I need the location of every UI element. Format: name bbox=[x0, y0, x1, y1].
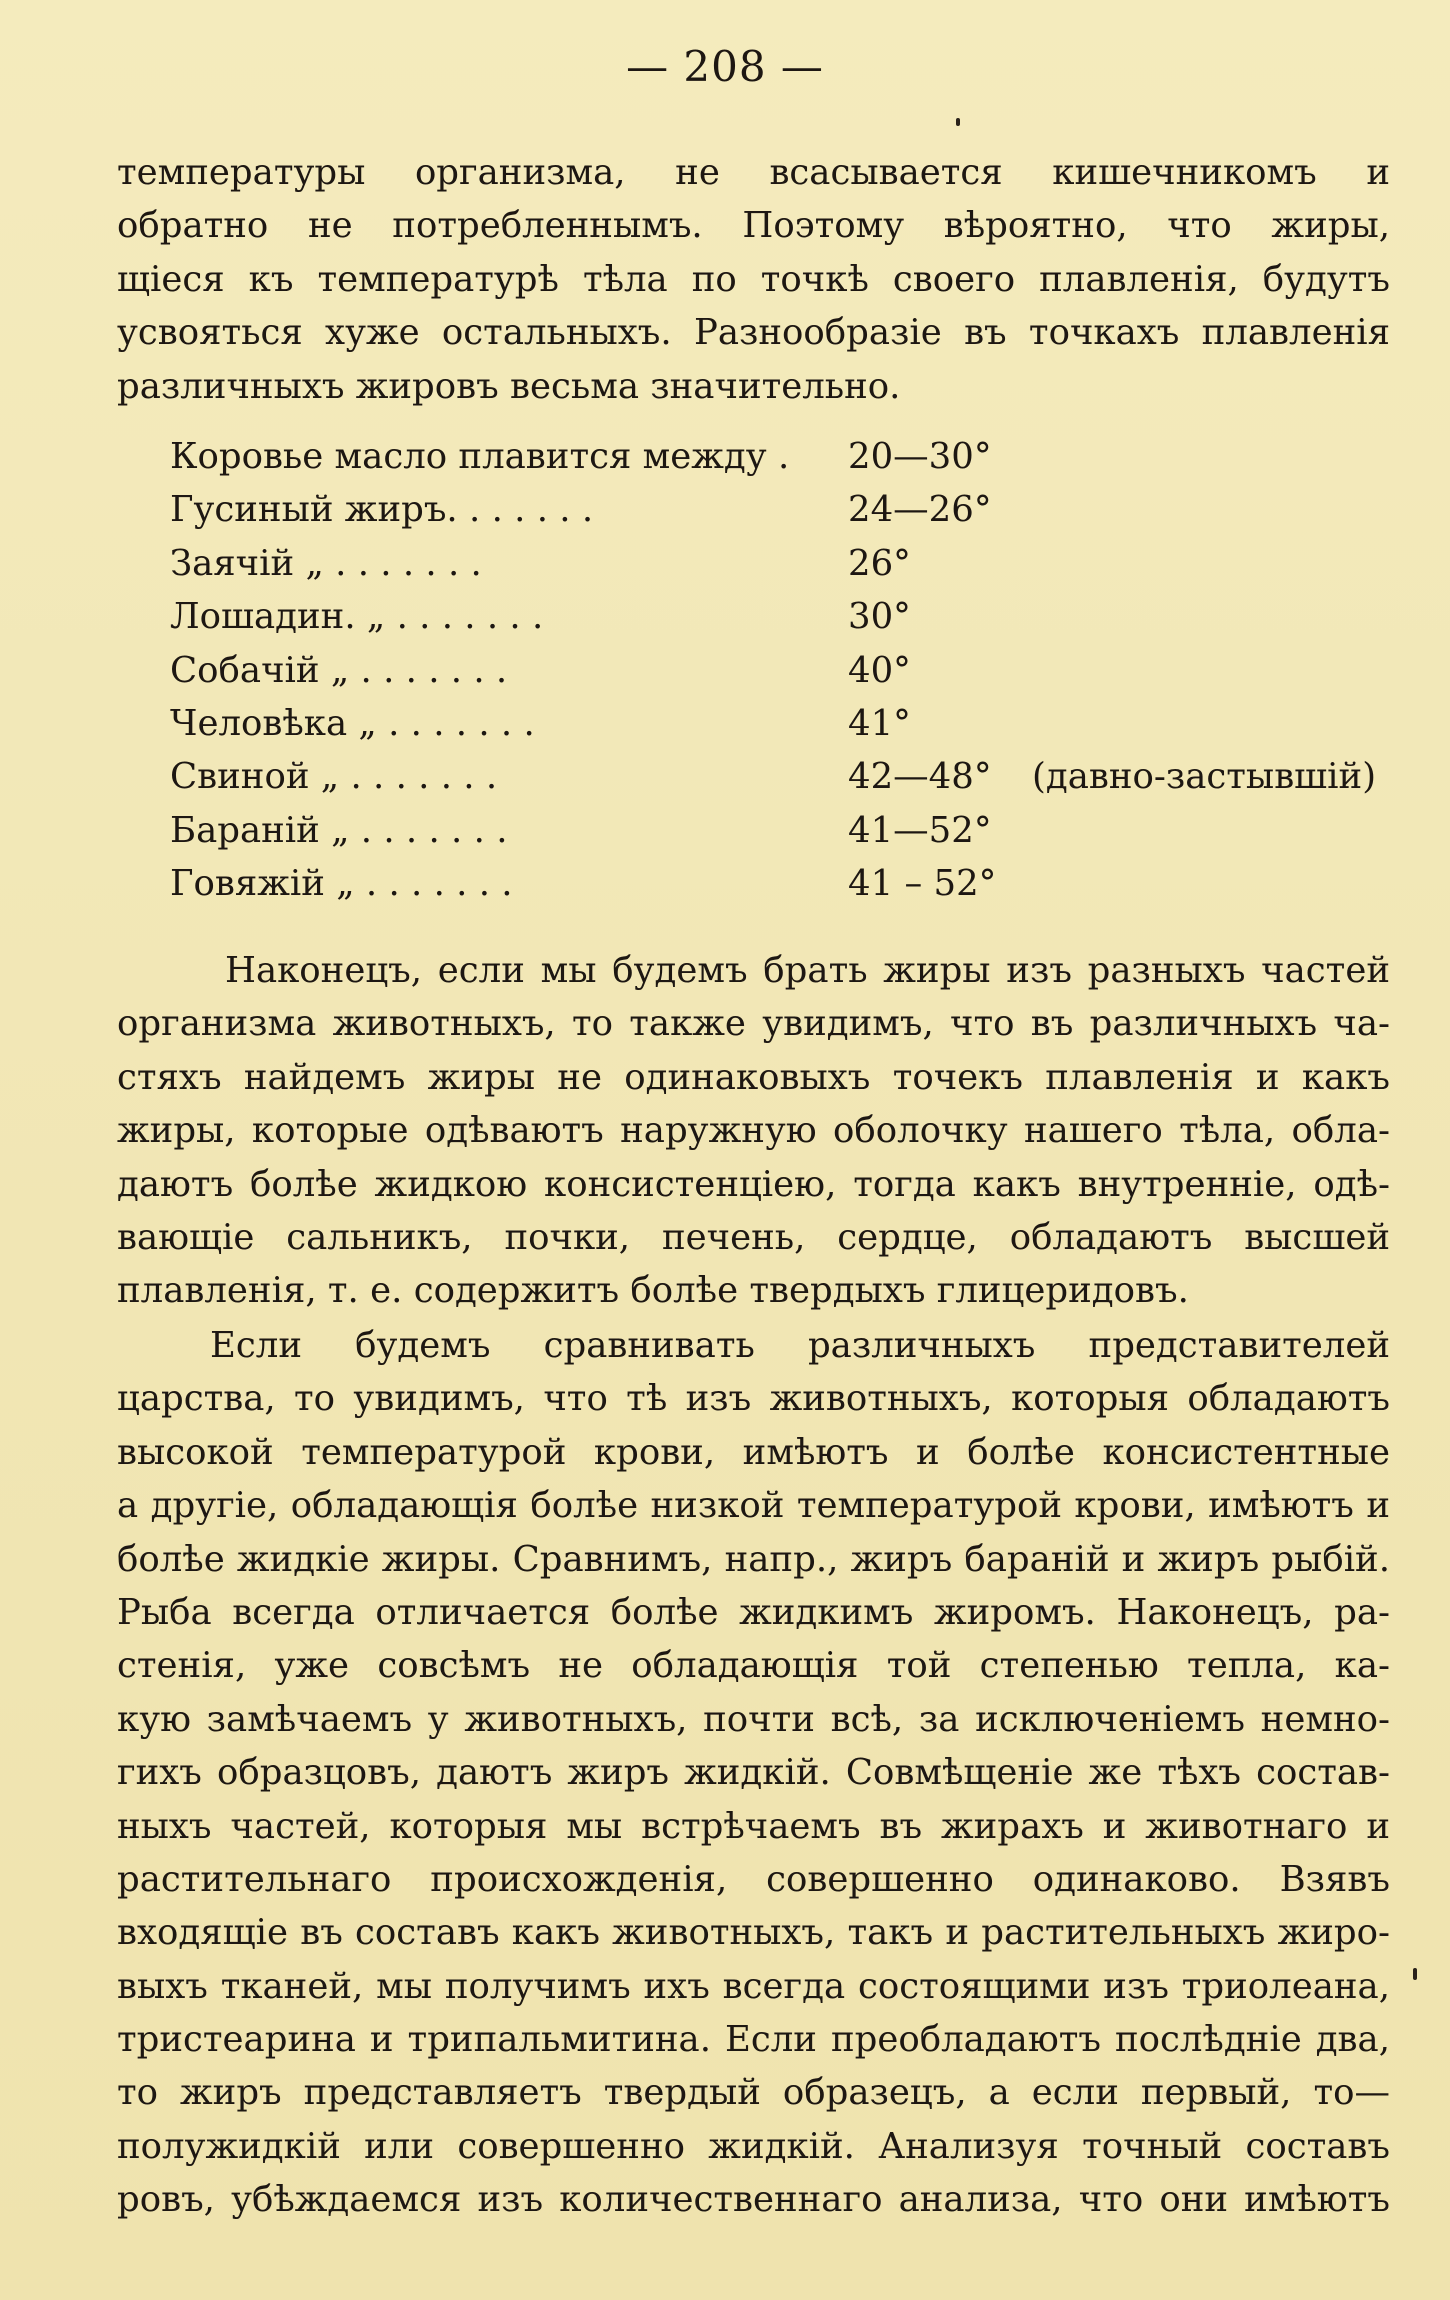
page-number: — 208 — bbox=[626, 42, 824, 91]
table-row bbox=[170, 644, 1420, 697]
text-line: кую замѣчаемъ у животныхъ, почти всѣ, за исключеніемъ немно- bbox=[117, 1698, 1390, 1740]
melting-point-table bbox=[170, 430, 1420, 911]
text-line: ровъ, убѣждаемся изъ количественнаго анализа, что они имѣютъ bbox=[117, 2179, 1390, 2221]
fat-name: Говяжій „ . . . . . . . bbox=[170, 863, 513, 905]
table-row bbox=[170, 483, 1420, 536]
table-row bbox=[170, 590, 1420, 643]
table-row bbox=[170, 537, 1420, 590]
text-line: стяхъ найдемъ жиры не одинаковыхъ точекъ плавленія и какъ bbox=[117, 1056, 1390, 1098]
melting-temp: 42—48° bbox=[848, 756, 992, 798]
text-line: полужидкій или совершенно жидкій. Анализуя точный составъ bbox=[117, 2125, 1390, 2167]
text-line: Если будемъ сравнивать различныхъ представителей bbox=[210, 1325, 1390, 1366]
text-line: царства, то увидимъ, что тѣ изъ животныхъ, которыя обладаютъ bbox=[117, 1378, 1390, 1420]
text-line: тристеарина и трипальмитина. Если преобладаютъ послѣдніе два, bbox=[117, 2019, 1390, 2061]
fat-name: Заячій „ . . . . . . . bbox=[170, 542, 482, 584]
text-line: даютъ болѣе жидкою консистенціею, тогда какъ внутренніе, одѣ- bbox=[117, 1163, 1390, 1205]
text-line: растительнаго происхожденія, совершенно одинаково. Взявъ bbox=[117, 1858, 1390, 1900]
fat-name: Лошадин. „ . . . . . . . bbox=[170, 596, 544, 638]
fat-name: Бараній „ . . . . . . . bbox=[170, 809, 508, 851]
ink-speck bbox=[956, 118, 960, 126]
table-row bbox=[170, 857, 1420, 910]
fat-name: Коровье масло плавится между . bbox=[170, 436, 790, 477]
ink-speck bbox=[1413, 1968, 1417, 1980]
melting-temp: 41° bbox=[848, 702, 911, 744]
text-line: гихъ образцовъ, даютъ жиръ жидкій. Совмѣщеніе же тѣхъ состав- bbox=[117, 1752, 1390, 1794]
text-line: ныхъ частей, которыя мы встрѣчаемъ въ жирахъ и животнаго и bbox=[117, 1805, 1390, 1847]
text-line: организма животныхъ, то также увидимъ, что въ различныхъ ча- bbox=[117, 1003, 1390, 1045]
text-line: Наконецъ, если мы будемъ брать жиры изъ разныхъ частей bbox=[225, 950, 1390, 991]
text-line: а другіе, обладающія болѣе низкой температурой крови, имѣютъ и bbox=[117, 1485, 1390, 1527]
text-line: высокой температурой крови, имѣютъ и болѣе консистентные bbox=[117, 1431, 1390, 1473]
text-line: плавленія, т. е. содержитъ болѣе твердыхъ глицеридовъ. bbox=[117, 1270, 1189, 1312]
text-line: жиры, которые одѣваютъ наружную оболочку нашего тѣла, обла- bbox=[117, 1110, 1390, 1152]
melting-temp: 26° bbox=[848, 542, 911, 584]
text-line: щіеся къ температурѣ тѣла по точкѣ своего плавленія, будутъ bbox=[117, 258, 1390, 300]
melting-temp: 41 – 52° bbox=[848, 863, 997, 905]
text-line: Рыба всегда отличается болѣе жидкимъ жиромъ. Наконецъ, ра- bbox=[117, 1591, 1390, 1633]
paragraph-1 bbox=[117, 146, 1390, 413]
text-line: то жиръ представляетъ твердый образецъ, а если первый, то— bbox=[117, 2072, 1390, 2114]
table-row bbox=[170, 750, 1420, 803]
melting-temp: 41—52° bbox=[848, 809, 992, 851]
table-row bbox=[170, 804, 1420, 857]
fat-name: Человѣка „ . . . . . . . bbox=[170, 702, 535, 744]
table-row bbox=[170, 697, 1420, 750]
text-line: вающіе сальникъ, почки, печень, сердце, обладаютъ высшей bbox=[117, 1216, 1390, 1258]
table-row bbox=[170, 430, 1420, 483]
text-line: стенія, уже совсѣмъ не обладающія той степенью тепла, ка- bbox=[117, 1645, 1390, 1687]
text-line: усвояться хуже остальныхъ. Разнообразіе въ точкахъ плавленія bbox=[117, 312, 1390, 354]
melting-temp: 20—30° bbox=[848, 436, 992, 477]
paragraph-3 bbox=[117, 1319, 1390, 2227]
paragraph-2 bbox=[117, 944, 1390, 1318]
text-line: болѣе жидкіе жиры. Сравнимъ, напр., жиръ бараній и жиръ рыбій. bbox=[117, 1538, 1390, 1580]
melting-note: (давно-застывшій) bbox=[1032, 756, 1377, 798]
text-line: обратно не потребленнымъ. Поэтому вѣроятно, что жиры, bbox=[117, 205, 1390, 247]
fat-name: Свиной „ . . . . . . . bbox=[170, 756, 498, 798]
text-line: различныхъ жировъ весьма значительно. bbox=[117, 365, 901, 407]
melting-temp: 24—26° bbox=[848, 489, 992, 531]
text-line: входящіе въ составъ какъ животныхъ, такъ и растительныхъ жиро- bbox=[117, 1912, 1390, 1954]
melting-temp: 30° bbox=[848, 596, 911, 638]
melting-temp: 40° bbox=[848, 649, 911, 691]
text-line: температуры организма, не всасывается кишечникомъ и bbox=[117, 152, 1390, 193]
fat-name: Собачій „ . . . . . . . bbox=[170, 649, 508, 691]
fat-name: Гусиный жиръ. . . . . . . bbox=[170, 489, 594, 531]
text-line: выхъ тканей, мы получимъ ихъ всегда состоящими изъ триолеана, bbox=[117, 1965, 1390, 2007]
